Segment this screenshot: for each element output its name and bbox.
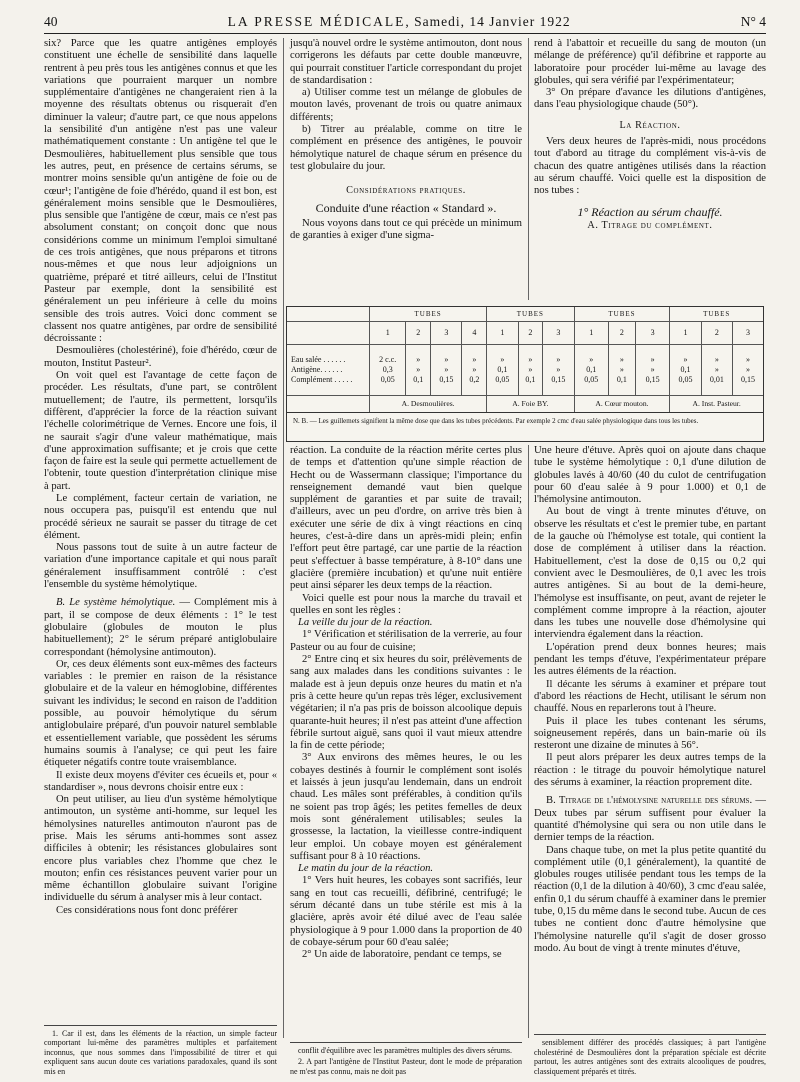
subsection-title: Le matin du jour de la réaction. — [298, 863, 434, 875]
paragraph: Une heure d'étuve. Après quoi on ajoute dans chaque tube le système hémolytique : 0,1 d'une dilution de globules lavés à 40/60 (40 du culot de centrifugation pour 60 d'eau salée à 9 pour 1.000) et 0,1 de l'hémolysine antimouton. — [534, 445, 766, 506]
table-cell: » — [745, 355, 750, 364]
table-cell: 0,01 — [701, 375, 732, 385]
tube-number: 2 — [518, 322, 543, 345]
paragraph: Ces considérations nous font donc préférer — [56, 904, 238, 916]
section-subheading-2: A. Titrage du complément. — [587, 219, 713, 231]
column-3-lower — [534, 445, 766, 953]
paragraph-text: — Complément mis à part, il se compose de deux éléments : 1° le test globulaire (globules de mouton le plus habituellement); 2° le sérum préparé antiglobulaire correspondant (hémolysine antimouton). — [44, 597, 277, 658]
paragraph: a) Utiliser comme test un mélange de globules de mouton lavés, provenant de trois ou quatre animaux différents; — [290, 87, 522, 123]
table-corner — [287, 396, 370, 413]
section-subheading: 1° Réaction au sérum chauffé. — [577, 204, 723, 219]
antigen-label: A. Inst. Pasteur. — [670, 396, 763, 413]
section-subheading: Conduite d'une réaction « Standard ». — [315, 200, 497, 215]
row-label: Complément . . . . . — [287, 375, 370, 385]
section-label: B. Le système hémolytique. — [56, 597, 176, 609]
paragraph: 2° Un aide de laboratoire, pendant ce temps, se — [302, 949, 502, 961]
table-cell: » — [701, 355, 732, 365]
table-cell: » — [518, 355, 543, 365]
column-1 — [44, 38, 277, 1038]
tube-number: 2 — [406, 322, 431, 345]
section-label: B. Titrage de l'hémolysine naturelle des sérums. — [546, 795, 753, 807]
antigen-label: A. Cœur mouton. — [574, 396, 670, 413]
table-cell: » — [670, 355, 701, 365]
table-cell: 0,1 — [487, 365, 518, 375]
paragraph: Desmoulières (cholestériné), foie d'hérédo, cœur de mouton, Institut Pasteur². — [44, 345, 277, 369]
paragraph: L'opération prend deux bonnes heures; mais pendant les temps d'étuve, l'expérimentateur prépare les autres éléments de la réaction. — [534, 641, 766, 678]
table-cell: 0,3 — [370, 365, 406, 375]
tube-number: 4 — [462, 322, 487, 345]
paragraph: 3° On prépare d'avance les dilutions d'antigènes, dans l'eau physiologique chaude (50°). — [534, 87, 766, 111]
table-cell: 0,05 — [574, 375, 608, 385]
tube-number: 2 — [608, 322, 635, 345]
table-cell: » — [462, 355, 487, 365]
article-body — [44, 38, 766, 1078]
tube-table — [287, 307, 763, 412]
footnote-col-1 — [44, 1025, 277, 1078]
tube-number: 1 — [670, 322, 701, 345]
table-cell: 2 c.c. — [370, 355, 406, 365]
table-cell: 0,1 — [608, 375, 635, 385]
table-cell: » — [431, 365, 462, 375]
table-cell: » — [701, 365, 732, 375]
paragraph: six? Parce que les quatre antigènes employés constituent une échelle de sensibilité dans laquelle rentrent à peu près tous les antigènes connus et que les variations que pourraient marquer un nombre supplémentaire d'antigènes ne changeraient rien à la moyenne des résultats obtenus ou risquerait d'en diminuer la valeur; d'autre part, ce que nous appelons la sensibilité d'un antigène n'est pas une valeur mathématiquement constante : Un antigène tel que le Desmoulières, habituellement plus sensible que tous les autres, peut, en présence de certains sérums, se montrer moins sensible qu'un antigène de foie ou de cœur¹; l'antigène de foie d'hérédo, quand il est bon, est généralement moins sensible que le Desmoulières, plus sensible que l'antigène de cœur, mais ce n'est pas absolument constant; on conçoit donc que nous considérions comme un minimum l'emploi simultané de ces trois antigènes, que nous préparons et titrons nous-mêmes et que nous leur adjoignions un quatrième, préparé et titré ailleurs, celui de l'Institut Pasteur par exemple, dont la sensibilité est généralement un peu inférieure à celle du moins sensible des trois autres. Voici donc comment se classent nos quatre antigènes, par ordre de sensibilité décroissante : — [44, 38, 277, 345]
paragraph: Puis il place les tubes contenant les sérums, soigneusement repérés, dans un bain-marie où ils resteront une dizaine de minutes à 56°. — [534, 715, 766, 752]
tube-number: 1 — [370, 322, 406, 345]
section-heading: Considérations pratiques. — [346, 185, 466, 197]
paragraph: Or, ces deux éléments sont eux-mêmes des facteurs variables : le premier en raison de la résistance globulaire et de la valeur en hémoglobine, différentes suivant les individus; le second en raison de l'addition possible, au pouvoir hémolytique du sérum antiglobulaire préparé, d'un pouvoir naturel semblable et essentiellement variable, que possèdent les sérums humains soumis à l'analyse; ce qui peut les faire étiqueter négatifs contre toute vraisemblance. — [44, 658, 277, 769]
table-cell: » — [608, 365, 635, 375]
table-cell: 0,1 — [518, 375, 543, 385]
paragraph: jusqu'à nouvel ordre le système antimouton, dont nous corrigerons les défauts par cette double manœuvre, qui pourrait constituer l'article correspondant du projet de standardisation : — [290, 38, 522, 86]
page-header — [44, 14, 766, 34]
table-cell: » — [574, 355, 608, 365]
table-cell: » — [487, 355, 518, 365]
section-paragraph — [44, 597, 277, 658]
footnote: 2. A part l'antigène de l'Institut Pasteur, dont le mode de préparation ne m'est pas connu, mais ne doit pas — [290, 1057, 522, 1076]
subsection-title: La veille du jour de la réaction. — [298, 617, 433, 629]
table-cell: 0,1 — [670, 365, 701, 375]
column-rule — [528, 445, 529, 1038]
table-spacer — [287, 345, 763, 356]
paragraph: 1° Vérification et stérilisation de la verrerie, au four Pasteur ou au four de cuisine; — [290, 629, 522, 653]
paragraph: Il peut alors préparer les deux autres temps de la réaction : le titrage du pouvoir hémolytique naturel des sérums à examiner, la réaction proprement dite. — [534, 752, 766, 789]
table-cell: 0,05 — [370, 375, 406, 385]
tube-number: 3 — [543, 322, 574, 345]
column-2-lower — [290, 445, 522, 961]
journal-title: LA PRESSE MÉDICALE — [227, 14, 406, 29]
table-cell: » — [745, 365, 750, 374]
tube-number: 2 — [701, 322, 732, 345]
table-cell: 0,1 — [574, 365, 608, 375]
group-header: TUBES — [574, 307, 670, 322]
paragraph: 1° Vers huit heures, les cobayes sont sacrifiés, leur sang en tout cas recueilli, défibriné, centrifugé; le sérum décanté dans un tube stérile est mis à la glacière, après avoir été dilué avec de l'eau salée physiologique à 9 pour 1.000 dans la proportion de 40 de cobaye-sérum pour 60 d'eau salée; — [290, 875, 522, 948]
table-cell: 0,2 — [462, 375, 487, 385]
table-cell: » — [518, 365, 543, 375]
paragraph: Au bout de vingt à trente minutes d'étuve, on observe les résultats et c'est le premier tube, en partant de la gauche où l'hémolyse est totale, qui contient la dose de complément à utiliser dans la réaction. Habituellement, c'est la dose de 0,15 ou 0,2 qui convient avec le Desmoulières, de 0,1 avec les trois autres antigènes. Si au bout de la demi-heure, l'hémolyse est insuffisante, on peut, avant de rejeter le complément comme impropre à la réaction, ajouter dans les tubes une nouvelle dose d'hémolysine qui interviendra également dans la réaction. — [534, 506, 766, 641]
table-cell: » — [462, 365, 487, 375]
table-corner — [287, 322, 370, 345]
table-cell: 0,15 — [635, 375, 669, 385]
table-cell: 0,05 — [487, 375, 518, 385]
table-cell: » — [543, 355, 574, 365]
table-cell: 0,05 — [670, 375, 701, 385]
group-header: TUBES — [370, 307, 487, 322]
antigen-row — [287, 396, 763, 413]
table-cell: 0,15 — [431, 375, 462, 385]
table-cell: » — [431, 355, 462, 365]
paragraph: Il existe deux moyens d'éviter ces écueils et, pour « standardiser », nous devrons choisir entre eux : — [44, 769, 277, 793]
table-cell: » — [608, 355, 635, 365]
section-paragraph — [534, 795, 766, 844]
row-label: Antigène. . . . . . — [287, 365, 370, 375]
tube-number: 1 — [574, 322, 608, 345]
paragraph: Nous voyons dans tout ce qui précède un minimum de garanties à exiger d'une sigma- — [290, 217, 522, 242]
table-cell: » — [406, 355, 431, 365]
table-cell: 0,15 — [740, 375, 755, 384]
paragraph: b) Titrer au préalable, comme on titre le complément en présence des antigènes, le pouvoir hémolytique naturel de chaque sérum en présence du test globulaire du jour. — [290, 124, 522, 172]
paragraph: Voici quelle est pour nous la marche du travail et quelles en sont les règles : — [290, 592, 522, 616]
paragraph: On voit quel est l'avantage de cette façon de procéder. Les résultats, d'une part, se contrôlent mutuellement; de l'autre, ils permettent, lorsqu'ils diffèrent, d'apprécier la force de la réaction suivant l'échelle colorimétrique de Vernes. Encore une fois, il ne saurait s'agir d'une valeur mathématique, mais d'une approximation suffisante; et je crois que cette façon de faire est la seule qui permette actuellement de l'obtenir, toute question d'interprétation clinique mise à part. — [44, 370, 277, 492]
table-corner — [287, 307, 370, 322]
table-cell: 0,1 — [406, 375, 431, 385]
paragraph: rend à l'abattoir et recueille du sang de mouton (un mélange de préférence) qu'il défibrine et rapporte au laboratoire pour procéder lui-même au lavage des globules, qui sera vérifié par l'expérimentateur; — [534, 38, 766, 86]
issue-date: Samedi, 14 Janvier 1922 — [414, 14, 571, 29]
table-group-header — [287, 307, 763, 322]
paragraph: Le complément, facteur certain de variation, ne nous occupera pas, puisqu'il est entendu que nul procédé sérieux ne saurait se passer du titrage de cet élément. — [44, 492, 277, 541]
table-cell: 0,15 — [543, 375, 574, 385]
column-2-top — [290, 38, 522, 300]
column-3-top — [534, 38, 766, 306]
table-tube-numbers — [287, 322, 763, 345]
table-row — [287, 375, 763, 385]
group-header: TUBES — [487, 307, 574, 322]
complement-titration-table — [286, 306, 764, 442]
column-rule — [528, 38, 529, 300]
footnote: 1. Car il est, dans les éléments de la réaction, un simple facteur comportant lui-même des paramètres multiples et parfaitement inconnus, que nous sommes dans l'impossibilité de titrer et qui expliquent sans aucun doute ces variations paradoxales, quand ils sont mis en — [44, 1028, 277, 1076]
table-cell: » — [543, 365, 574, 375]
tube-number: 1 — [487, 322, 518, 345]
footnote-col-3 — [534, 1034, 766, 1078]
footnote: conflit d'équilibre avec les paramètres multiples des divers sérums. — [298, 1045, 513, 1055]
group-header: TUBES — [670, 307, 763, 322]
row-label: Eau salée . . . . . . — [287, 355, 370, 365]
paragraph: 3° Aux environs des mêmes heures, le ou les cobayes destinés à fournir le complément sont isolés et laissés à jeun jusqu'au lendemain, dans un endroit chaud. Les mâles sont préférables, à condition qu'ils ne soient pas trop âgés; les petites femelles de deux mois sont généralement utilisables; seules la grossesse, la lactation, la vieillesse contre-indiquent leur emploi. Un cobaye moyen est généralement suffisant pour 8 à 10 réactions. — [290, 752, 522, 862]
table-spacer — [287, 385, 763, 396]
column-rule — [283, 38, 284, 1038]
footnote-col-2 — [290, 1042, 522, 1078]
table-row — [287, 355, 763, 365]
masthead: LA PRESSE MÉDICALE, Samedi, 14 Janvier 1922 — [227, 14, 571, 29]
footnote: sensiblement différer des procédés classiques; à part l'antigène cholestériné de Desmoulières dont la préparation spéciale est décrite partout, les autres antigènes sont des extraits alcooliques de poudres, classiquement préparés et titrés. — [534, 1038, 766, 1076]
paragraph-text: — Deux tubes par sérum suffisent pour évaluer la quantité d'hémolysine qui sera ou non utile dans le dernier temps de la réaction. — [534, 795, 766, 844]
tube-number: 3 — [732, 322, 763, 345]
paragraph: Vers deux heures de l'après-midi, nous procédons tout d'abord au titrage du complément vis-à-vis de chacun des quatre antigènes utilisés dans la réaction au sérum chauffé. Voici quelle est la disposition de nos tubes : — [534, 136, 766, 197]
table-cell: » — [635, 365, 669, 375]
tube-number: 3 — [635, 322, 669, 345]
paragraph: On peut utiliser, au lieu d'un système hémolytique antimouton, un système anti-homme, sur lequel les hémolysines naturelles antimouton n'auront pas de prise. Mais les sérums anti-hommes sont assez difficiles à obtenir; les résistances globulaires sont encore plus variables chez l'homme que chez le mouton; enfin ces résistances peuvent varier pour un même échantillon globulaire suivant l'origine individuelle du sérum à analyser mis à leur contact. — [44, 794, 277, 904]
paragraph: 2° Entre cinq et six heures du soir, prélèvements de sang aux malades dans les conditions suivantes : le malade est à jeun depuis onze heures du matin et n'a pris à cette heure qu'un repas très léger, exclusivement végétarien; il n'a pas pris de boisson alcoolique depuis quarante-huit heures; il n'est pas atteint d'une affection fébrile surtout aiguë, sans quoi il vaut mieux attendre la fin de cette période; — [290, 654, 522, 752]
table-row — [287, 365, 763, 375]
paragraph: Dans chaque tube, on met la plus petite quantité du complément utile (0,1 généralement), la quantité de globules rouges utilisée pendant tous les temps de la réaction (0,1 de la dilution à 40/60), 3 cmc d'eau salée, enfin 0,1 du sérum chauffé à examiner dans le premier tube, 0,15 du même dans le second tube. Aucun de ces tubes ne contient donc d'autre hémolysine que l'hémolysine naturelle qu'il s'agit de doser grosso modo. Au bout de vingt à trente minutes d'étuve, — [534, 844, 766, 954]
table-note: N. B. — Les guillemets signifient la même dose que dans les tubes précédents. Par exemple 2 cmc d'eau salée physiologique dans tous les tubes. — [287, 412, 763, 429]
paragraph: réaction. La conduite de la réaction mérite certes plus de temps et d'attention qu'une simple réaction de Hecht ou de Wassermann classique; l'importance du renseignement demandé vaut bien quelque supplément de garanties et par suite de travail; d'ailleurs, avec un peu d'ordre, on arrive très bien à exécuter une série de dix à vingt réactions en cinq heures, c'est-à-dire dans un après-midi plein; enfin l'effort peut être partagé, car une partie de la réaction peut s'effectuer à basse température, à 8-10° dans une glacière (première incubation) et qu'une nuit entière peut ainsi séparer les deux temps de la réaction. — [290, 445, 522, 592]
antigen-label: A. Foie BY. — [487, 396, 574, 413]
section-heading: La Réaction. — [619, 119, 681, 131]
table-cell: » — [635, 355, 669, 365]
tube-number: 3 — [431, 322, 462, 345]
paragraph: Il décante les sérums à examiner et prépare tout d'abord les réactions de Hecht, utilisant le sérum non chauffé. Nous en reparlerons tout à l'heure. — [534, 678, 766, 715]
antigen-label: A. Desmoulières. — [370, 396, 487, 413]
table-cell: » — [406, 365, 431, 375]
page-number: 40 — [44, 14, 58, 29]
paragraph: Nous passons tout de suite à un autre facteur de variation d'une importance capitale et qui nous paraît généralement insuffisamment contrôlé : c'est l'ensemble du système hémolytique. — [44, 542, 277, 591]
issue-number: N° 4 — [740, 14, 766, 29]
